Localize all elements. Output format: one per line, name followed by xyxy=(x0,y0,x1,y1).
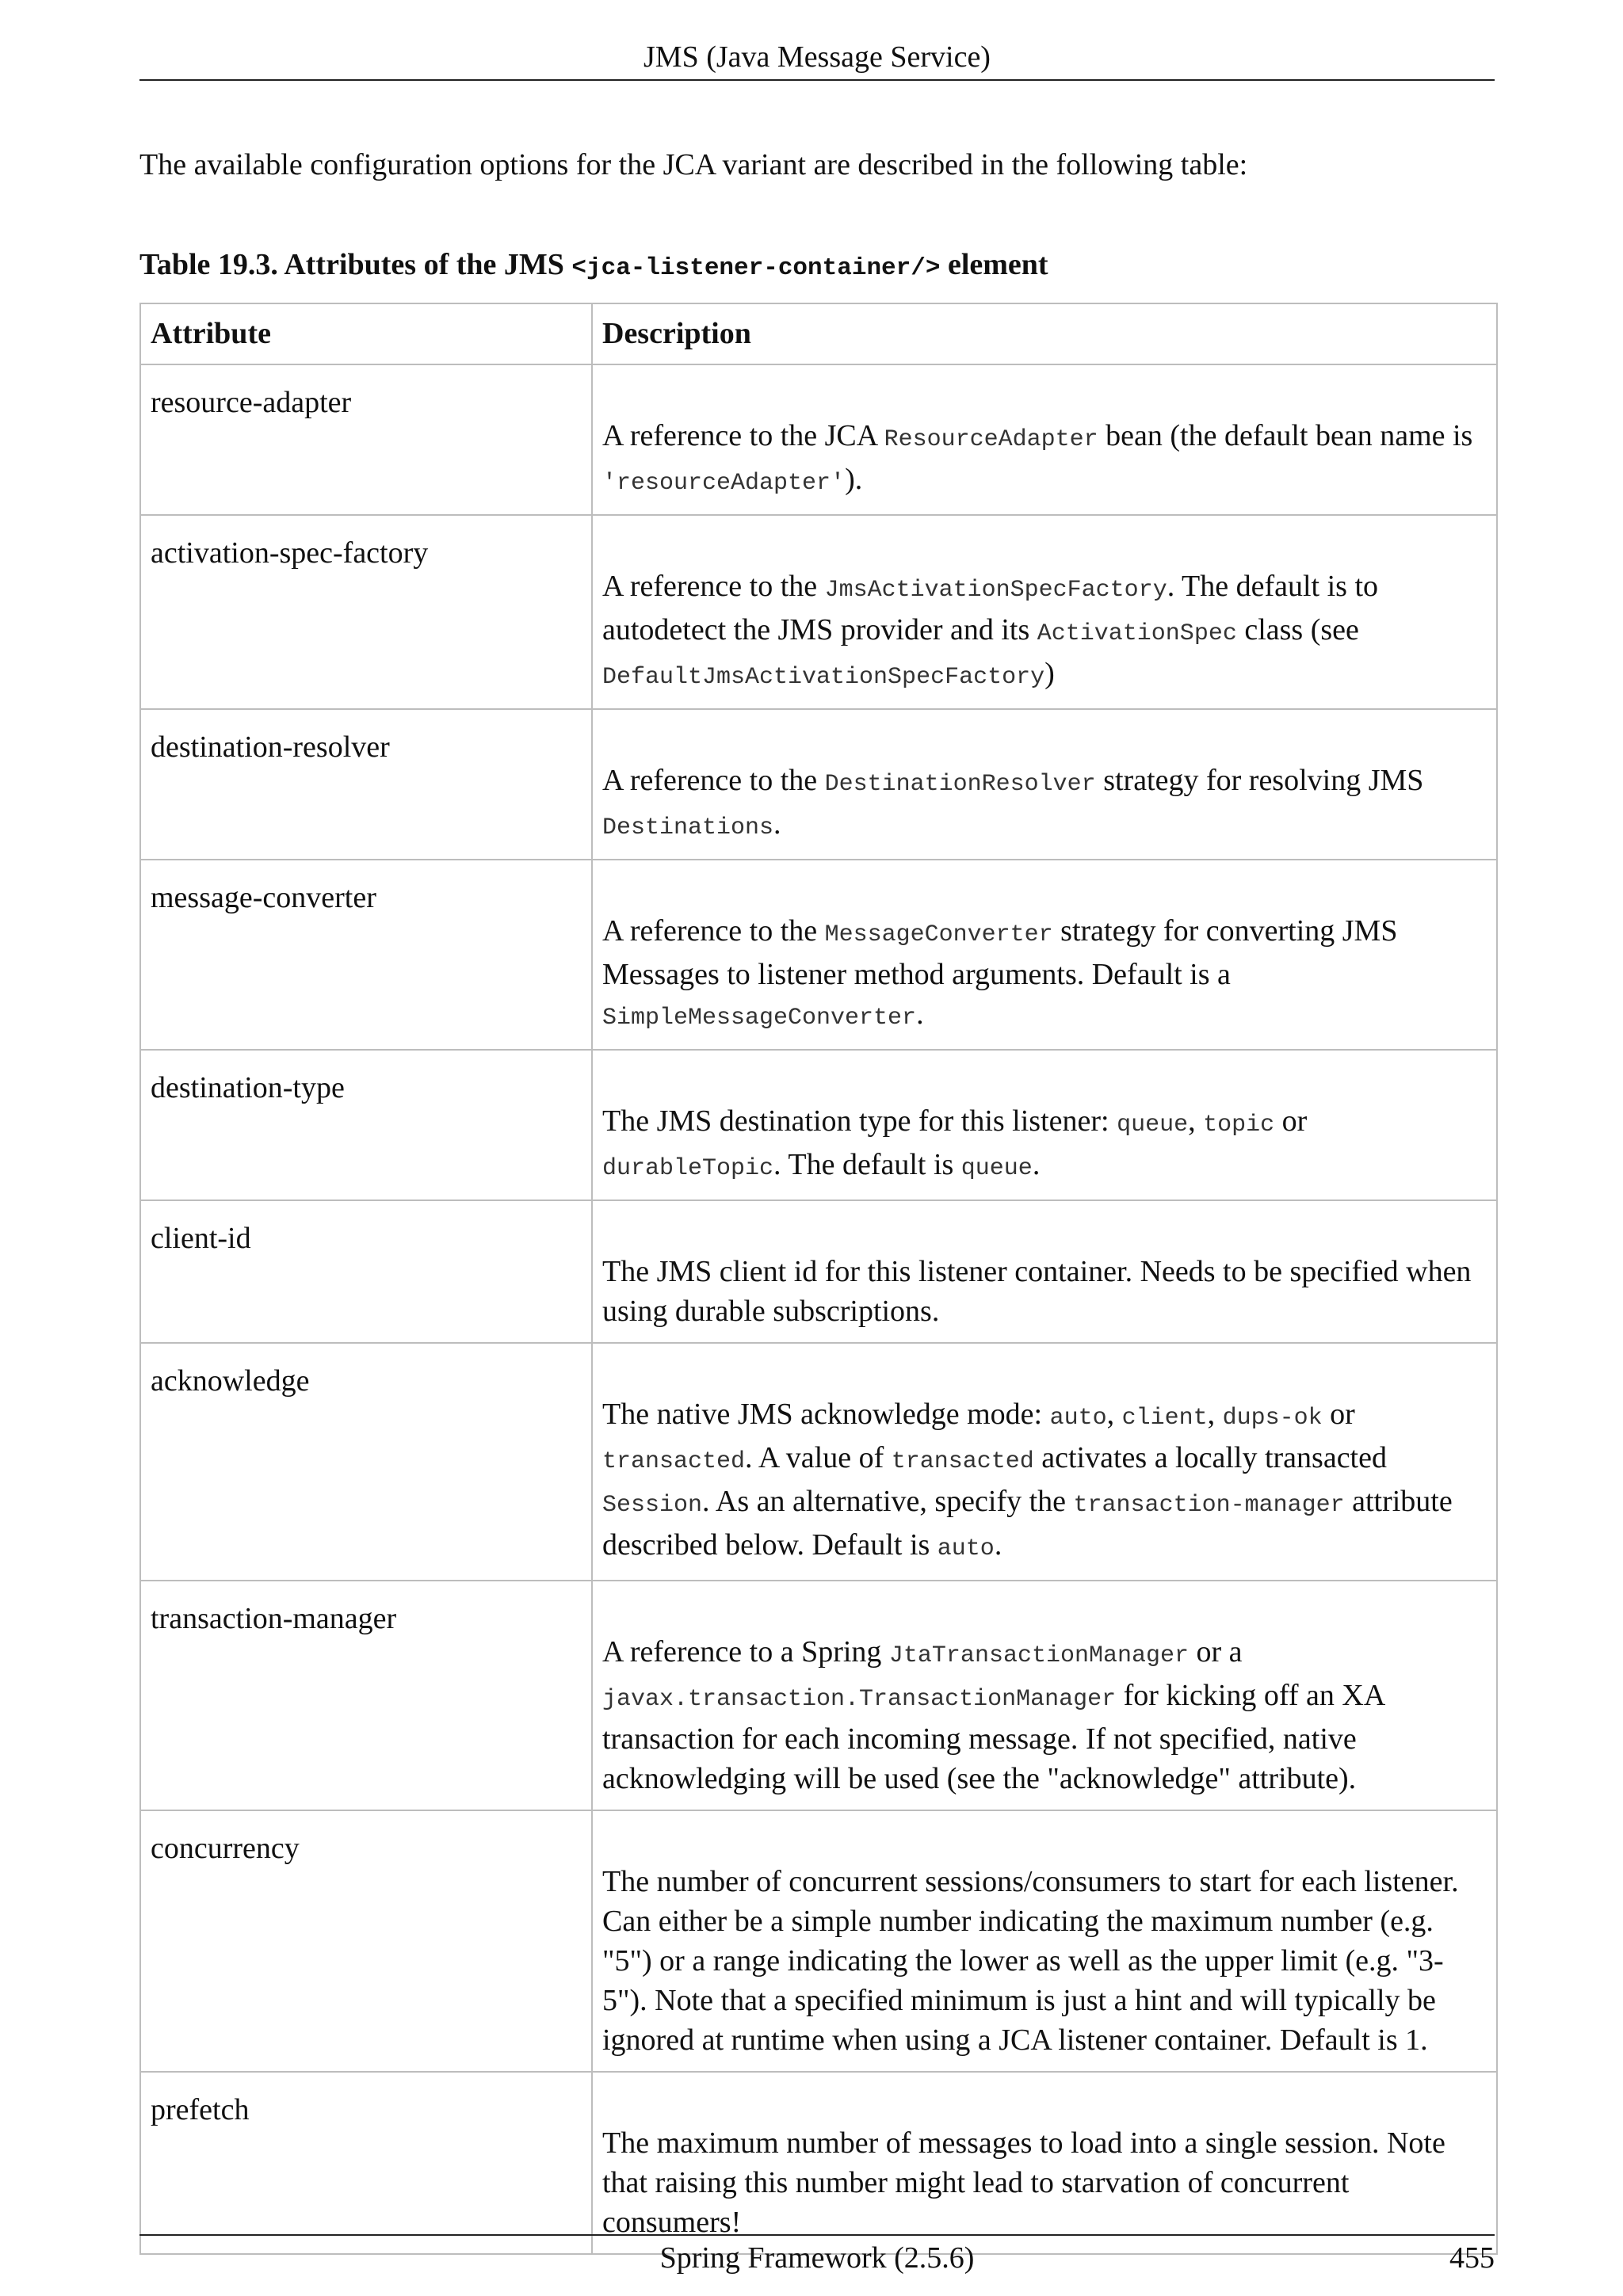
description-text: ) xyxy=(1044,657,1055,690)
attribute-name: activation-spec-factory xyxy=(140,515,592,709)
table-row xyxy=(140,1581,1497,1810)
caption-prefix: Table 19.3. Attributes of the JMS xyxy=(139,248,572,281)
description-text: . xyxy=(916,997,924,1031)
description-text: . As an alternative, specify the xyxy=(702,1485,1074,1518)
description-text: activates a locally transacted xyxy=(1033,1441,1387,1474)
description-text: , xyxy=(1207,1398,1223,1431)
code-literal: queue xyxy=(960,1155,1033,1182)
description-text: or a xyxy=(1188,1635,1243,1669)
attribute-description xyxy=(592,364,1497,515)
description-text: strategy for converting JMS Messages to listener method arguments. Default is a xyxy=(602,914,1398,991)
description-text: for kicking off an XA transaction for each incoming message. If not specified, native acknowledging will be used (see the "acknowledge" attribute). xyxy=(602,1679,1384,1795)
attribute-name: prefetch xyxy=(140,2072,592,2254)
attributes-table xyxy=(139,303,1498,2255)
code-literal: dups-ok xyxy=(1222,1405,1323,1432)
attribute-name: destination-type xyxy=(140,1050,592,1200)
table-row xyxy=(140,860,1497,1050)
description-text: A reference to the xyxy=(602,914,825,948)
description-text: . xyxy=(994,1528,1002,1562)
code-literal: durableTopic xyxy=(602,1155,774,1182)
description-text: strategy for resolving JMS xyxy=(1095,764,1424,797)
attribute-name: message-converter xyxy=(140,860,592,1050)
description-text: ). xyxy=(845,463,863,496)
code-literal: javax.transaction.TransactionManager xyxy=(602,1686,1117,1713)
caption-suffix: element xyxy=(940,248,1048,281)
running-header: JMS (Java Message Service) xyxy=(643,40,991,74)
table-row xyxy=(140,1200,1497,1343)
code-literal: queue xyxy=(1117,1112,1189,1138)
code-literal: SimpleMessageConverter xyxy=(602,1005,917,1032)
attribute-description xyxy=(592,860,1497,1050)
description-text: . xyxy=(1032,1148,1041,1181)
description-text: , xyxy=(1188,1104,1204,1138)
attribute-description xyxy=(592,2072,1497,2254)
description-text: A reference to the xyxy=(602,764,825,797)
code-literal: Destinations xyxy=(602,814,774,841)
description-text: . xyxy=(773,807,781,841)
attribute-name: resource-adapter xyxy=(140,364,592,515)
code-literal: auto xyxy=(1049,1405,1107,1432)
attribute-name: client-id xyxy=(140,1200,592,1343)
code-literal: MessageConverter xyxy=(824,921,1053,948)
code-literal: transacted xyxy=(602,1448,746,1475)
table-row xyxy=(140,1343,1497,1581)
description-text: , xyxy=(1106,1398,1122,1431)
description-text: The JMS client id for this listener container. Needs to be specified when using durable subscriptions. xyxy=(602,1255,1472,1328)
code-literal: transacted xyxy=(891,1448,1034,1475)
attribute-name: concurrency xyxy=(140,1810,592,2072)
description-text: A reference to the JCA xyxy=(602,419,884,452)
intro-paragraph: The available configuration options for the JCA variant are described in the following table: xyxy=(139,148,1248,181)
attribute-description xyxy=(592,709,1497,860)
attribute-name: acknowledge xyxy=(140,1343,592,1581)
table-row xyxy=(140,364,1497,515)
table-row xyxy=(140,515,1497,709)
description-text: The native JMS acknowledge mode: xyxy=(602,1398,1050,1431)
table-row xyxy=(140,2072,1497,2254)
column-header-description: Description xyxy=(592,303,1497,364)
attribute-description xyxy=(592,515,1497,709)
header-rule xyxy=(139,79,1495,81)
table-body xyxy=(140,364,1497,2254)
description-text: . The default is xyxy=(773,1148,961,1181)
code-literal: ResourceAdapter xyxy=(884,426,1098,453)
attribute-description xyxy=(592,1050,1497,1200)
description-text: or xyxy=(1322,1398,1355,1431)
table-caption xyxy=(139,242,1495,291)
code-literal: DefaultJmsActivationSpecFactory xyxy=(602,664,1045,691)
code-literal: topic xyxy=(1203,1112,1275,1138)
description-text: The number of concurrent sessions/consumers to start for each listener. Can either be a simple number indicating the maximum number (e.g. "5") or a range indicating the lower as well as the upper limit (e.g. "3-5"). Note that a specified minimum is just a hint and will typically be ignored at runtime when using a JCA listener container. Default is 1. xyxy=(602,1865,1459,2057)
description-text: The JMS destination type for this listener: xyxy=(602,1104,1117,1138)
attribute-name: destination-resolver xyxy=(140,709,592,860)
description-text: or xyxy=(1274,1104,1308,1138)
code-literal: auto xyxy=(937,1535,995,1562)
code-literal: transaction-manager xyxy=(1073,1492,1345,1519)
table-row xyxy=(140,1810,1497,2072)
table-row xyxy=(140,1050,1497,1200)
description-text: class (see xyxy=(1236,613,1359,646)
page-number: 455 xyxy=(1449,2241,1495,2275)
code-literal: JmsActivationSpecFactory xyxy=(824,577,1167,604)
code-literal: client xyxy=(1121,1405,1208,1432)
description-text: A reference to the xyxy=(602,570,825,603)
column-header-attribute: Attribute xyxy=(140,303,592,364)
code-literal: JtaTransactionManager xyxy=(888,1642,1189,1669)
table-row xyxy=(140,709,1497,860)
code-literal: Session xyxy=(602,1492,703,1519)
code-literal: DestinationResolver xyxy=(824,771,1096,798)
attribute-description xyxy=(592,1581,1497,1810)
description-text: A reference to a Spring xyxy=(602,1635,889,1669)
description-text: attribute described below. Default is xyxy=(602,1485,1453,1562)
code-literal: 'resourceAdapter' xyxy=(602,470,846,497)
attribute-description xyxy=(592,1200,1497,1343)
footer-product: Spring Framework (2.5.6) xyxy=(659,2241,975,2275)
caption-code: <jca-listener-container/> xyxy=(571,254,941,282)
attribute-name: transaction-manager xyxy=(140,1581,592,1810)
description-text: bean (the default bean name is xyxy=(1098,419,1473,452)
code-literal: ActivationSpec xyxy=(1037,620,1237,647)
attribute-description xyxy=(592,1343,1497,1581)
attribute-description xyxy=(592,1810,1497,2072)
description-text: The maximum number of messages to load into a single session. Note that raising this number might lead to starvation of concurrent consumers! xyxy=(602,2126,1445,2239)
table-header-row xyxy=(140,303,1497,364)
description-text: . A value of xyxy=(745,1441,892,1474)
description-text: . The default is to autodetect the JMS provider and its xyxy=(602,570,1378,646)
